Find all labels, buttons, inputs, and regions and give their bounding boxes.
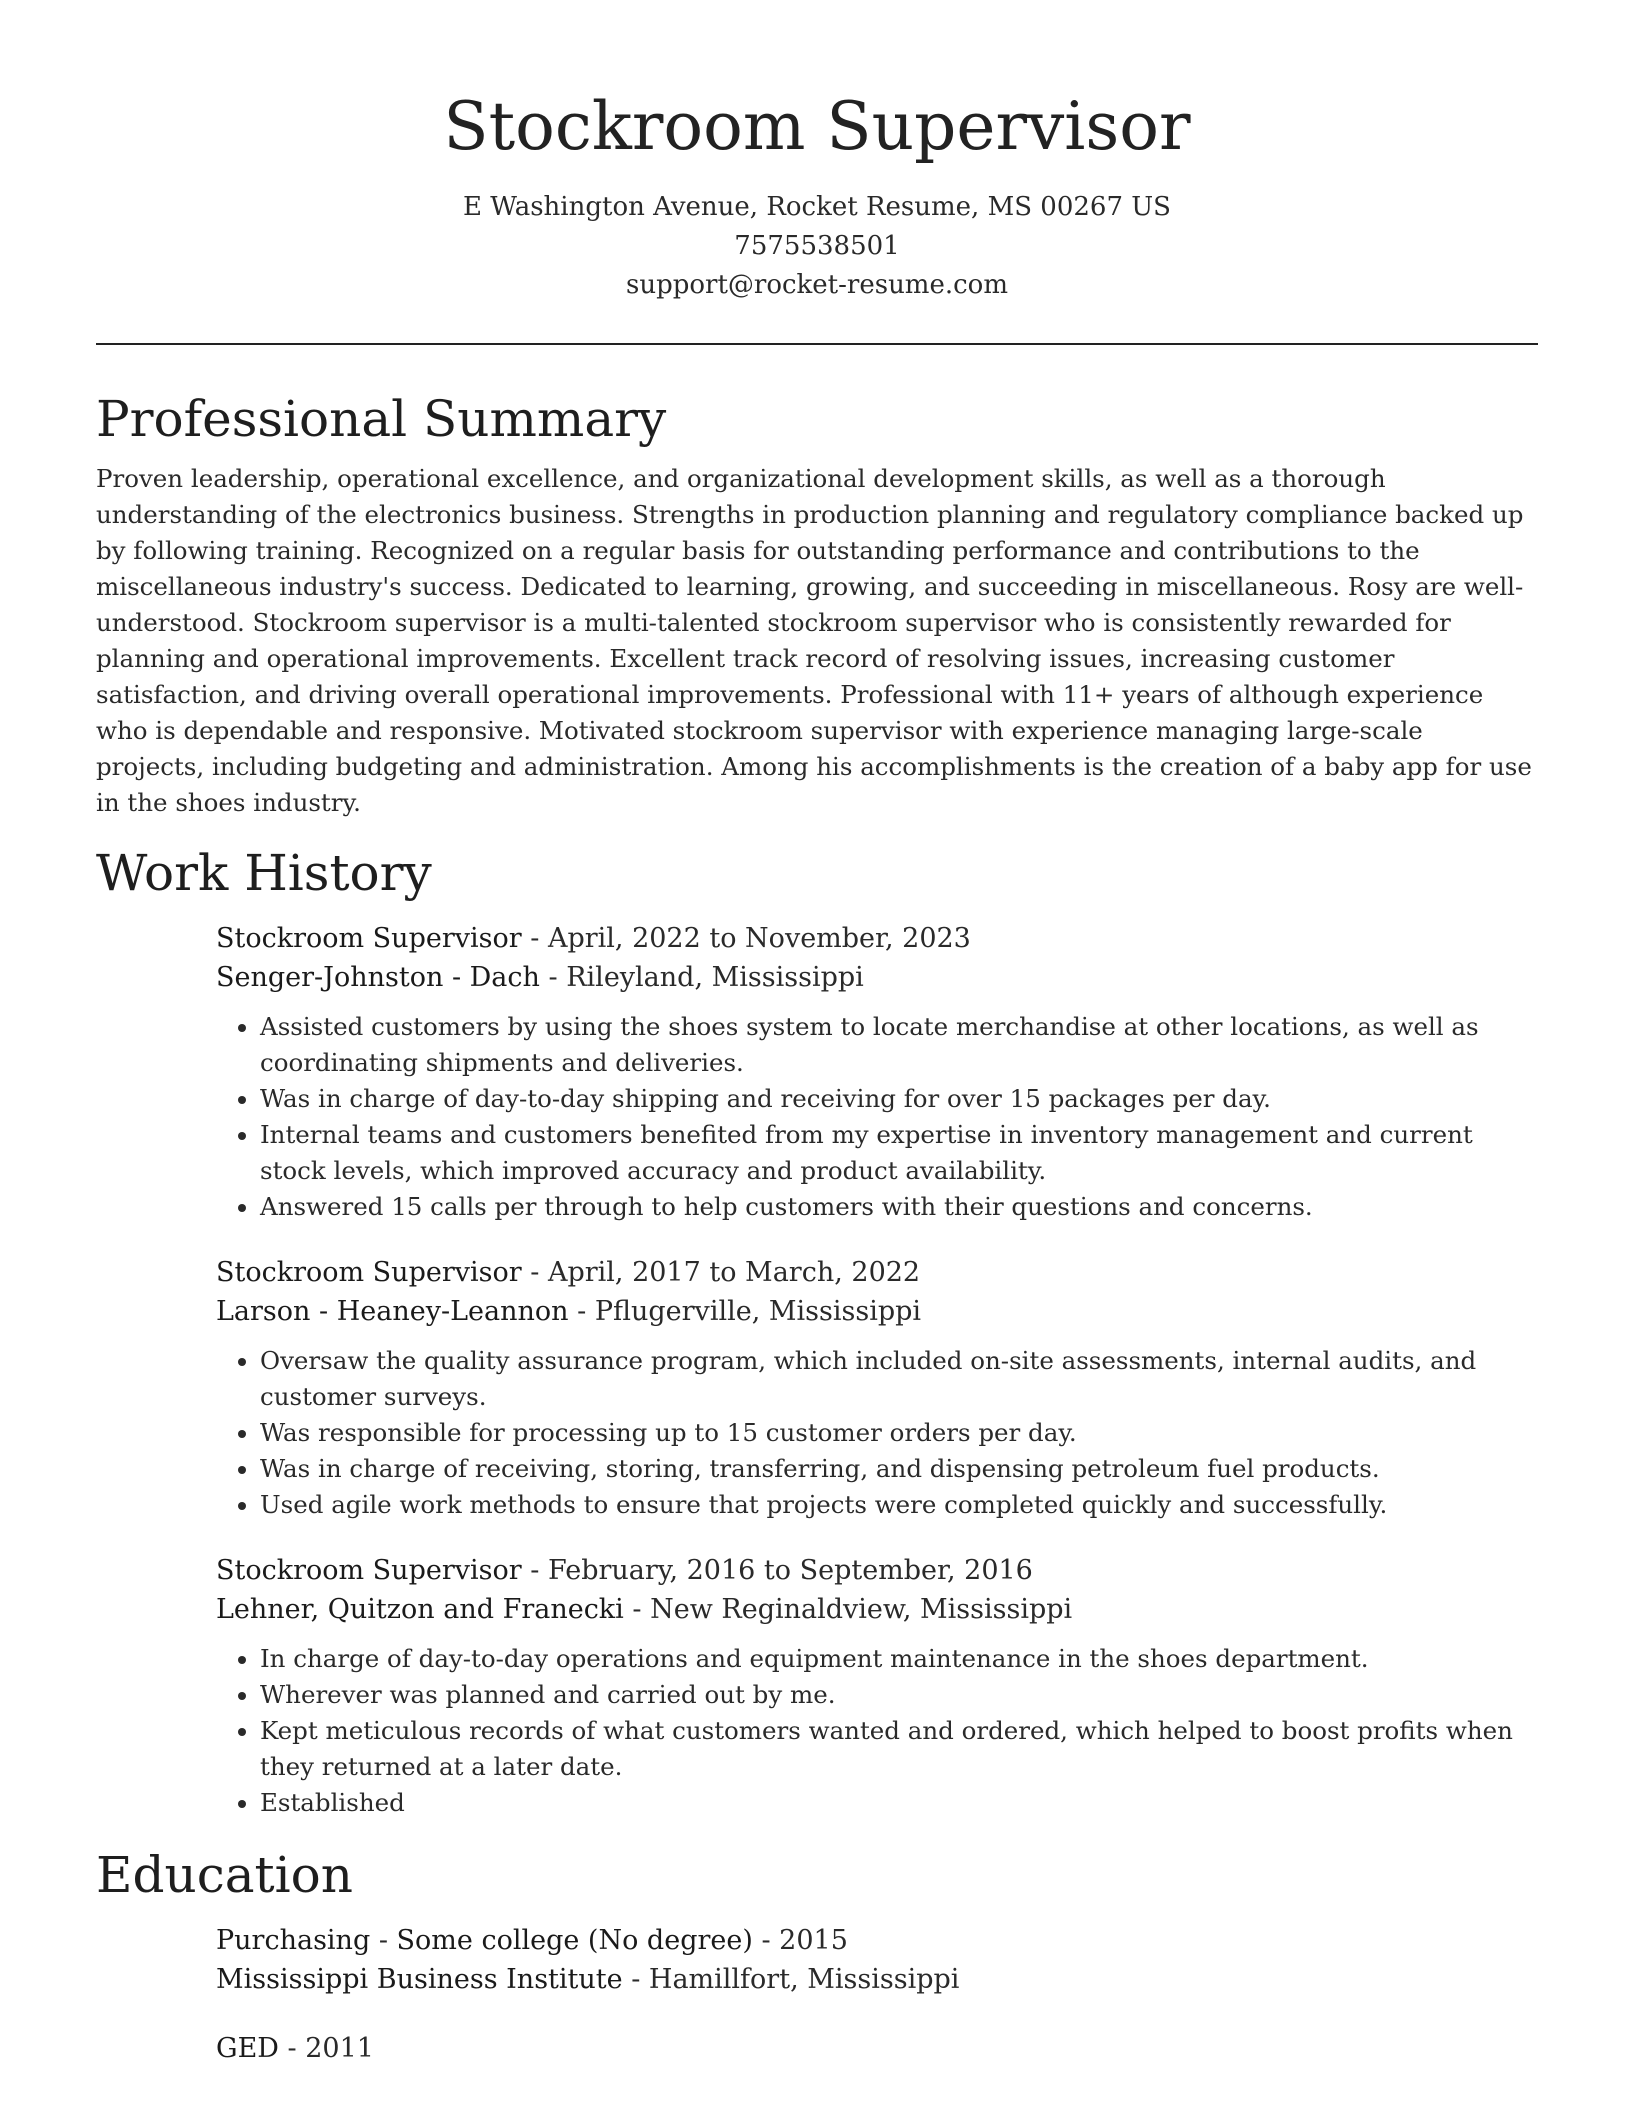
separator: -	[521, 1555, 548, 1586]
job-role: Stockroom Supervisor	[216, 1555, 522, 1586]
job-bullet: • Internal teams and customers benefited from my expertise in inventory management and current stock levels, which improved accuracy and product availability.	[260, 1117, 1538, 1189]
summary-text: Proven leadership, operational excellence, and organizational development skills, as well as a thorough understanding of the electronics business. Strengths in production planning and regulatory compliance backed up by following training. Recognized on a regular basis for outstanding performance and contributions to the miscellaneous industry's success. Dedicated to learning, growing, and succeeding in miscellaneous. Rosy are well-understood. Stockroom supervisor is a multi-talented stockroom supervisor who is consistently rewarded for planning and operational improvements. Excellent track record of resolving issues, increasing customer satisfaction, and driving overall operational improvements. Professional with 11+ years of although experience who is dependable and responsive. Motivated stockroom supervisor with experience managing large-scale projects, including budgeting and administration. Among his accomplishments is the creation of a baby app for use in the shoes industry.	[96, 464, 1532, 817]
education-program-line	[216, 2029, 1538, 2068]
separator: -	[521, 923, 548, 954]
job-company: Larson - Heaney-Leannon	[216, 1296, 569, 1327]
job-dates: February, 2016 to September, 2016	[547, 1555, 1033, 1586]
job-entry	[216, 1253, 1538, 1523]
separator: -	[539, 962, 567, 993]
education-year: 2011	[305, 2033, 374, 2064]
job-bullet: • Wherever was planned and carried out by me.	[260, 1677, 1538, 1713]
job-bullet: • Used agile work methods to ensure that projects were completed quickly and successfully.	[260, 1487, 1538, 1523]
education-entry	[216, 1921, 1538, 1999]
job-entry	[216, 1551, 1538, 1821]
job-company-line	[216, 958, 1538, 997]
education-school: Mississippi Business Institute	[216, 1964, 623, 1995]
contact-phone: 7575538501	[734, 231, 900, 261]
job-bullet: • Kept meticulous records of what customers wanted and ordered, which helped to boost profits when they returned at a later date.	[260, 1713, 1538, 1785]
separator: -	[623, 1594, 651, 1625]
job-bullets	[216, 1343, 1538, 1523]
job-bullets	[216, 1641, 1538, 1821]
job-role: Stockroom Supervisor	[216, 1257, 522, 1288]
education-entry	[216, 2029, 1538, 2068]
job-bullet: • Answered 15 calls per through to help customers with their questions and concerns.	[260, 1189, 1538, 1225]
contact-info	[96, 188, 1538, 305]
separator: -	[278, 2033, 306, 2064]
contact-address: E Washington Avenue, Rocket Resume, MS 00267 US	[463, 192, 1171, 222]
education-program: GED	[216, 2033, 279, 2064]
job-bullet: • In charge of day-to-day operations and equipment maintenance in the shoes department.	[260, 1641, 1538, 1677]
separator: -	[622, 1964, 649, 1995]
section-title-work-history: Work History	[96, 844, 432, 902]
education-school-line	[216, 1960, 1538, 1999]
job-location: Pflugerville, Mississippi	[594, 1296, 922, 1327]
job-company: Lehner, Quitzon and Franecki	[216, 1594, 624, 1625]
job-role: Stockroom Supervisor	[216, 923, 522, 954]
section-title-education: Education	[96, 1846, 353, 1904]
job-company: Senger-Johnston - Dach	[216, 962, 540, 993]
job-location: New Reginaldview, Mississippi	[650, 1594, 1073, 1625]
education-location: Hamillfort, Mississippi	[648, 1964, 960, 1995]
job-bullet: • Was responsible for processing up to 15 customer orders per day.	[260, 1415, 1538, 1451]
separator: -	[370, 1925, 397, 1956]
contact-email: support@rocket-resume.com	[625, 270, 1008, 300]
job-dates: April, 2017 to March, 2022	[547, 1257, 921, 1288]
job-company-line	[216, 1292, 1538, 1331]
job-location: Rileyland, Mississippi	[566, 962, 864, 993]
separator: -	[568, 1296, 595, 1327]
resume-page	[96, 0, 1538, 2068]
job-title-line	[216, 1551, 1538, 1590]
job-company-line	[216, 1590, 1538, 1629]
job-bullet: • Oversaw the quality assurance program, which included on-site assessments, internal audits, and customer surveys.	[260, 1343, 1538, 1415]
candidate-name: Stockroom Supervisor	[443, 88, 1191, 165]
separator: -	[521, 1257, 548, 1288]
job-bullet: • Assisted customers by using the shoes system to locate merchandise at other locations, as well as coordinating shipments and deliveries.	[260, 1009, 1538, 1081]
job-bullet: • Was in charge of day-to-day shipping and receiving for over 15 packages per day.	[260, 1081, 1538, 1117]
education-degree: Some college (No degree)	[396, 1925, 753, 1956]
separator: -	[752, 1925, 780, 1956]
resume-header	[96, 0, 1538, 305]
job-bullet: • Established	[260, 1785, 1538, 1821]
education-program: Purchasing	[216, 1925, 371, 1956]
job-title-line	[216, 919, 1538, 958]
job-bullets	[216, 1009, 1538, 1225]
section-title-summary: Professional Summary	[96, 390, 667, 448]
job-title-line	[216, 1253, 1538, 1292]
education-program-line	[216, 1921, 1538, 1960]
summary-section	[96, 387, 1538, 821]
work-history-section	[96, 841, 1538, 1821]
education-section	[96, 1843, 1538, 2068]
job-bullet: • Was in charge of receiving, storing, transferring, and dispensing petroleum fuel products.	[260, 1451, 1538, 1487]
job-entry	[216, 919, 1538, 1225]
header-divider	[96, 343, 1538, 345]
education-year: 2015	[779, 1925, 848, 1956]
job-dates: April, 2022 to November, 2023	[547, 923, 971, 954]
